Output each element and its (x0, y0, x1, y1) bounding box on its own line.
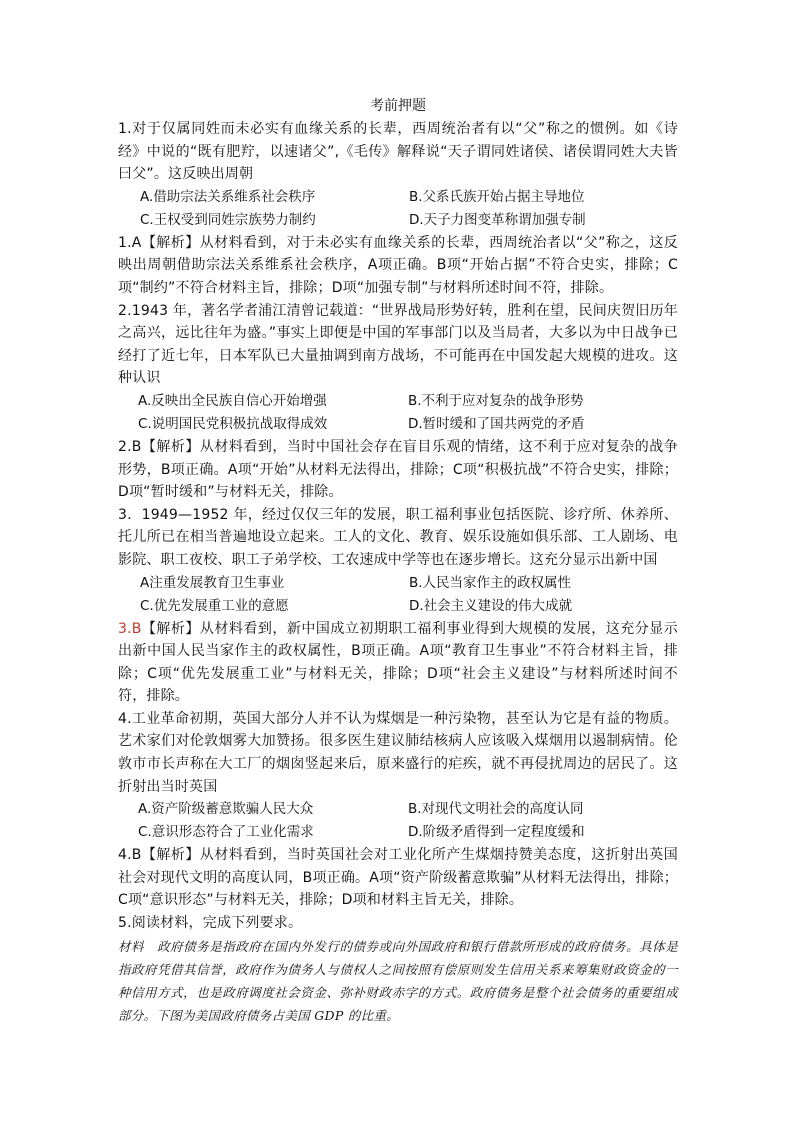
question-3-analysis (118, 618, 678, 708)
option-d: D.阶级矛盾得到一定程度缓和 (408, 824, 585, 841)
option-a: A.借助宗法关系维系社会秩序 (140, 188, 316, 205)
question-3-stem: 3．1949—1952 年，经过仅仅三年的发展，职工福利事业包括医院、诊疗所、休养所、托儿所已在相当普遍地设立起来。工人的文化、教育、娱乐设施如俱乐部、工人剧场、电影院、职工夜校、职工子弟学校、工农速成中学等也在逐步增长。这充分显示出新中国 (118, 506, 678, 568)
question-4-options (118, 798, 678, 844)
question-5-stem: 5.阅读材料，完成下列要求。 (118, 915, 303, 932)
question-2-stem: 2.1943 年，著名学者浦江清曾记载道：“世界战局形势好转，胜利在望，民间庆贺旧历年之高兴，远比往年为盛。”事实上即便是中国的军事部门以及当局者，大多以为中日战争已经打了近七年，日本军队已大量抽调到南方战场，不可能再在中国发起大规模的进攻。这种认识 (118, 302, 678, 387)
question-2-options (118, 390, 678, 436)
option-b: B.对现代文明社会的高度认同 (408, 801, 584, 818)
option-d: D.天子力图变革称谓加强专制 (409, 211, 586, 228)
exam-page (118, 96, 678, 1027)
answer-number: 1.A (118, 234, 142, 251)
option-c: C.优先发展重工业的意愿 (140, 597, 289, 614)
answer-number: 3.B (118, 620, 142, 637)
question-1-stem: 1.对于仅属同姓而未必实有血缘关系的长辈，西周统治者有以“父”称之的惯例。如《诗经》中说的“既有肥羜，以速诸父”,《毛传》解释说“天子谓同姓诸侯、诸侯谓同姓大夫皆曰父”。这反映出周朝 (118, 121, 678, 183)
option-b: B.不利于应对复杂的战争形势 (408, 392, 584, 409)
option-b: B.人民当家作主的政权属性 (409, 574, 572, 591)
answer-number: 4.B (118, 847, 142, 864)
question-4-analysis (118, 844, 678, 912)
question-3-options (118, 572, 678, 618)
question-5-material: 材料 政府债务是指政府在国内外发行的债券或向外国政府和银行借款所形成的政府债务。具体是指政府凭借其信誉，政府作为债务人与债权人之间按照有偿原则发生信用关系来筹集财政资金的一种信用方式，也是政府调度社会资金、弥补财政赤字的方式。政府债务是整个社会债务的重要组成部分。下图为美国政府债务占美国 GDP 的比重。 (118, 938, 678, 1023)
question-4-stem: 4.工业革命初期，英国大部分人并不认为煤烟是一种污染物，甚至认为它是有益的物质。艺术家们对伦敦烟雾大加赞扬。很多医生建议肺结核病人应该吸入煤烟用以遏制病情。伦敦市市长声称在大工厂的烟囱竖起来后，原来盛行的疟疾，就不再侵扰周边的居民了。这折射出当时英国 (118, 710, 678, 795)
option-a: A.反映出全民族自信心开始增强 (138, 392, 327, 409)
option-b: B.父系氏族开始占据主导地位 (409, 188, 585, 205)
option-c: C.意识形态符合了工业化需求 (138, 824, 314, 841)
option-d: D.暂时缓和了国共两党的矛盾 (408, 415, 585, 432)
page-title: 考前押题 (370, 98, 426, 114)
analysis-text: 【解析】从材料看到，新中国成立初期职工福利事业得到大规模的发展，这充分显示出新中国人民当家作主的政权属性，B项正确。A项“教育卫生事业”不符合材料主旨，排除；C项“优先发展重工业”与材料无关，排除；D项“社会主义建设”与材料所述时间不符，排除。 (118, 620, 678, 705)
option-a: A注重发展教育卫生事业 (140, 574, 285, 591)
option-d: D.社会主义建设的伟大成就 (409, 597, 573, 614)
answer-number: 2.B (118, 438, 142, 455)
question-2-analysis (118, 436, 678, 504)
question-1-analysis (118, 232, 678, 300)
analysis-text: 【解析】从材料看到，当时中国社会存在盲目乐观的情绪，这不利于应对复杂的战争形势，B项正确。A项“开始”从材料无法得出，排除；C项“积极抗战”不符合史实，排除；D项“暂时缓和”与材料无关，排除。 (118, 438, 678, 501)
question-1-options (118, 186, 678, 232)
analysis-text: 【解析】从材料看到，当时英国社会对工业化所产生煤烟持赞美态度，这折射出英国社会对现代文明的高度认同，B项正确。A项“资产阶级蓄意欺骗”从材料无法得出，排除；C项“意识形态”与材料无关，排除；D项和材料主旨无关，排除。 (118, 847, 678, 909)
option-a: A.资产阶级蓄意欺骗人民大众 (138, 801, 314, 818)
option-c: C.王权受到同姓宗族势力制约 (140, 211, 316, 228)
analysis-text: 【解析】从材料看到，对于未必实有血缘关系的长辈，西周统治者以“父”称之，这反映出周朝借助宗法关系维系社会秩序，A项正确。B项“开始占据”不符合史实，排除；C项“制约”不符合材料主旨，排除；D项“加强专制”与材料所述时间不符，排除。 (118, 234, 678, 296)
option-c: C.说明国民党积极抗战取得成效 (138, 415, 328, 432)
